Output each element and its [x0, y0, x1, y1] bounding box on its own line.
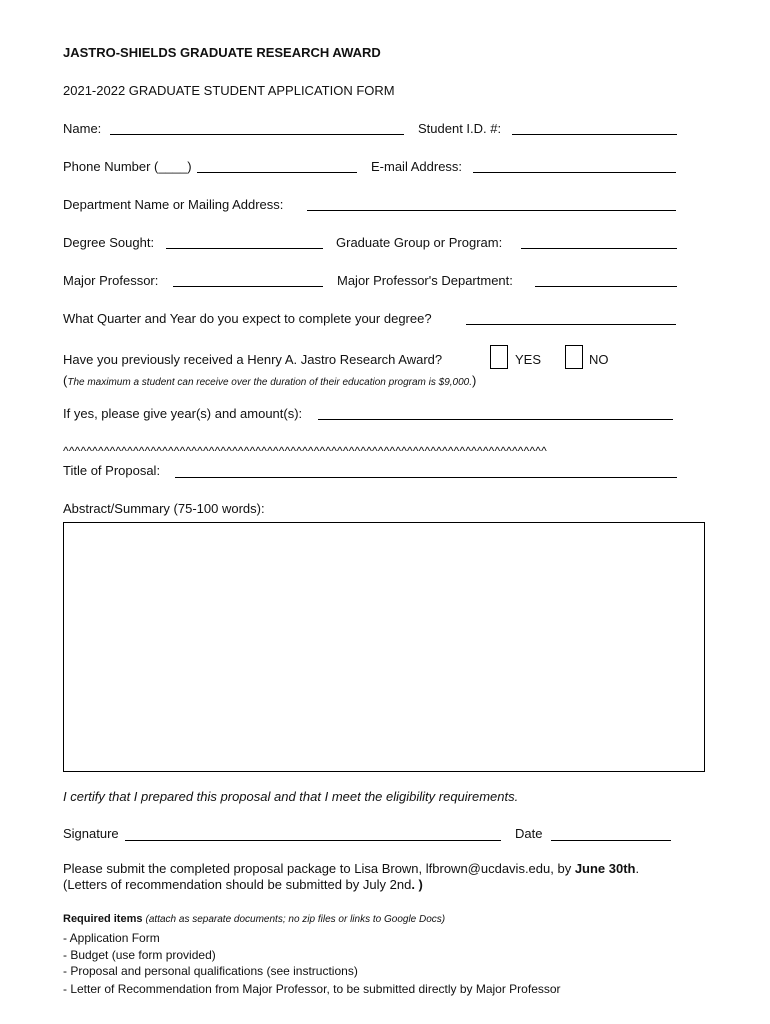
- required-item: - Proposal and personal qualifications (see instructions): [63, 964, 358, 978]
- previous-award-label: Have you previously received a Henry A. Jastro Research Award?: [63, 352, 443, 367]
- no-label: NO: [589, 352, 609, 367]
- quarter-year-field[interactable]: [466, 324, 676, 325]
- letters-note-text: (Letters of recommendation should be submitted by July 2nd: [63, 877, 412, 892]
- degree-label: Degree Sought:: [63, 235, 155, 250]
- submit-line1-end: .: [635, 861, 640, 876]
- quarter-year-label: What Quarter and Year do you expect to complete your degree?: [63, 311, 432, 326]
- yes-checkbox[interactable]: [490, 345, 508, 369]
- caret-separator: ^^^^^^^^^^^^^^^^^^^^^^^^^^^^^^^^^^^^^^^^^^^^^^^^^^^^^^^^^^^^^^^^^^^^^^^^^^^^^^^^^^^: [63, 444, 547, 458]
- student-id-field[interactable]: [512, 134, 677, 135]
- submit-line1-text: Please submit the completed proposal package to Lisa Brown, lfbrown@ucdavis.edu, by: [63, 861, 575, 876]
- certify-statement: I certify that I prepared this proposal and that I meet the eligibility requirements.: [63, 789, 519, 804]
- if-yes-field[interactable]: [318, 419, 673, 420]
- letters-note: [63, 877, 423, 893]
- abstract-label: Abstract/Summary (75-100 words):: [63, 501, 265, 516]
- required-item: - Letter of Recommendation from Major Professor, to be submitted directly by Major Professor: [63, 982, 561, 996]
- required-item: - Application Form: [63, 931, 160, 945]
- signature-field[interactable]: [125, 840, 501, 841]
- max-note-text: The maximum a student can receive over the duration of their education program is $9,000.: [67, 377, 473, 388]
- no-checkbox[interactable]: [565, 345, 583, 369]
- title-of-proposal-field[interactable]: [175, 477, 677, 478]
- if-yes-label: If yes, please give year(s) and amount(s):: [63, 406, 303, 421]
- form-title: JASTRO-SHIELDS GRADUATE RESEARCH AWARD: [63, 45, 381, 60]
- degree-field[interactable]: [166, 248, 323, 249]
- department-field[interactable]: [307, 210, 676, 211]
- required-heading-text: Required items: [63, 913, 143, 925]
- max-note-open: (: [63, 373, 68, 388]
- max-award-note: [63, 373, 476, 391]
- deadline: June 30th: [574, 861, 636, 876]
- yes-label: YES: [515, 352, 542, 367]
- name-label: Name:: [63, 121, 102, 136]
- department-label: Department Name or Mailing Address:: [63, 197, 284, 212]
- graduate-group-field[interactable]: [521, 248, 677, 249]
- required-note: (attach as separate documents; no zip files or links to Google Docs): [145, 914, 446, 925]
- required-item: - Budget (use form provided): [63, 948, 216, 962]
- signature-label: Signature: [63, 826, 119, 841]
- major-professor-dept-label: Major Professor's Department:: [337, 273, 513, 288]
- phone-field[interactable]: [197, 172, 357, 173]
- title-of-proposal-label: Title of Proposal:: [63, 463, 161, 478]
- name-field[interactable]: [110, 134, 404, 135]
- letters-note-end: . ): [411, 877, 423, 892]
- email-field[interactable]: [473, 172, 676, 173]
- email-label: E-mail Address:: [371, 159, 463, 174]
- major-professor-label: Major Professor:: [63, 273, 159, 288]
- max-note-close: ): [472, 373, 477, 388]
- required-items-heading: [63, 911, 445, 928]
- student-id-label: Student I.D. #:: [418, 121, 502, 136]
- date-label: Date: [515, 826, 543, 841]
- major-professor-dept-field[interactable]: [535, 286, 677, 287]
- phone-label: Phone Number (____): [63, 159, 192, 174]
- major-professor-field[interactable]: [173, 286, 323, 287]
- submit-instructions: [63, 861, 639, 877]
- graduate-group-label: Graduate Group or Program:: [336, 235, 503, 250]
- abstract-textarea[interactable]: [63, 522, 705, 772]
- form-subtitle: 2021-2022 GRADUATE STUDENT APPLICATION FORM: [63, 83, 395, 98]
- date-field[interactable]: [551, 840, 671, 841]
